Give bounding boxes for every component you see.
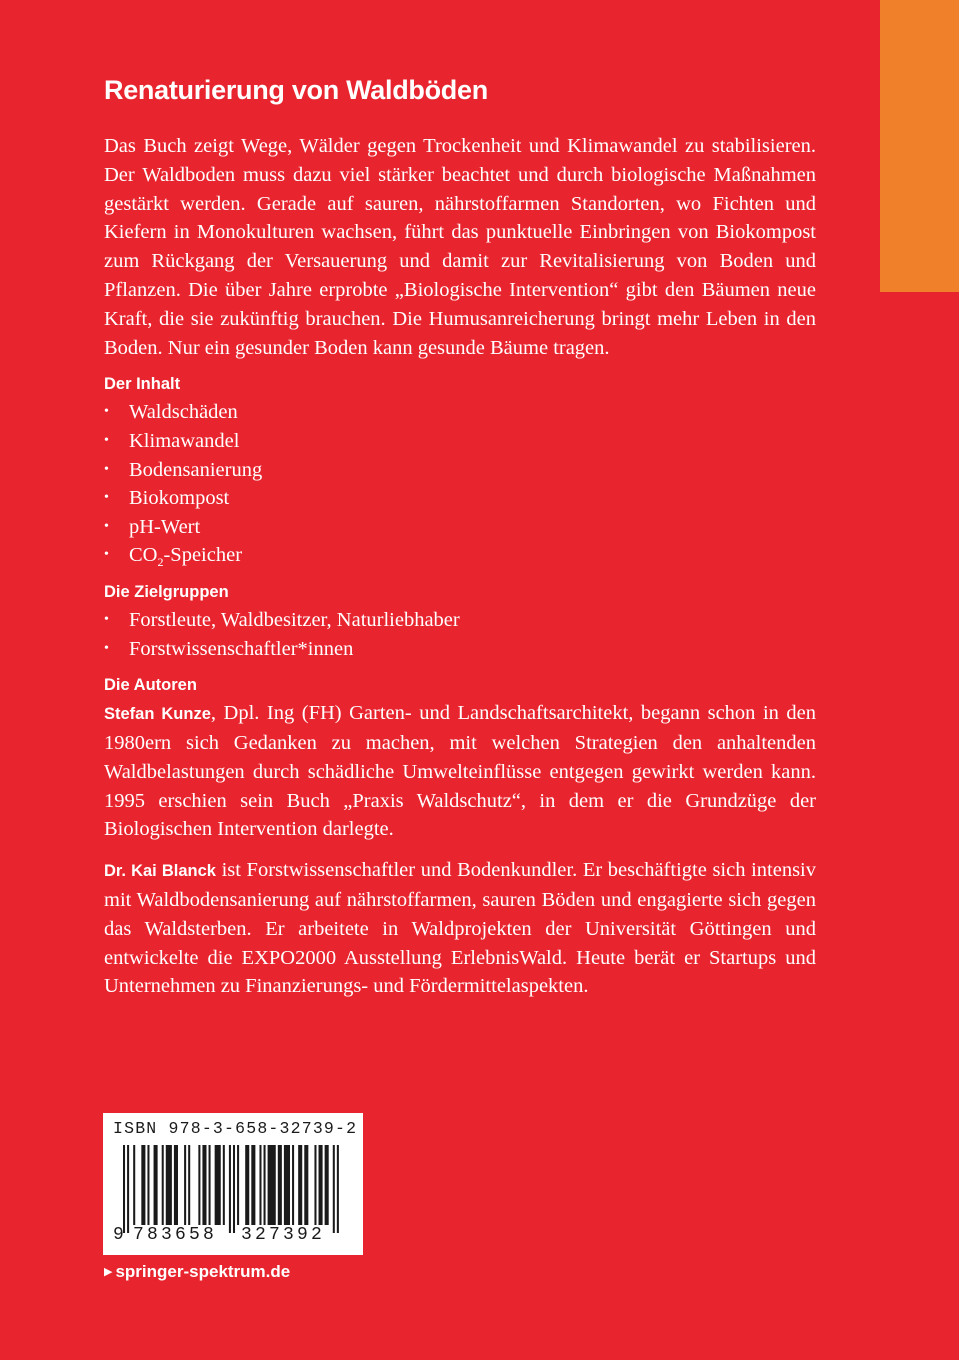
barcode-bar [245, 1145, 249, 1225]
contents-heading: Der Inhalt [104, 375, 181, 394]
bullet-icon: • [104, 404, 109, 420]
barcode-bar [237, 1145, 239, 1225]
barcode-bar [198, 1145, 200, 1225]
publisher-website-link[interactable]: ▶ springer-spektrum.de [104, 1262, 291, 1281]
barcode-bar [278, 1145, 282, 1225]
bullet-icon: • [104, 461, 109, 477]
bullet-icon: • [104, 547, 109, 563]
contents-list [104, 398, 816, 570]
barcode-bar [123, 1145, 125, 1233]
barcode-bar [154, 1145, 158, 1225]
play-arrow-icon: ▶ [104, 1266, 113, 1278]
author-bio-blanck: Dr. Kai Blanck ist Forstwissenschaftler und Bodenkundler. Er beschäftigte sich intensiv mit Waldbodensanierung auf nährstoffarmen, sauren Böden und engagierte sich gegen das Waldsterben. Er arbeitete in Waldprojekten der Universität Göttingen und entwickelte die EXPO2000 Ausstellung ErlebnisWald. Heute berät er Startups und Unternehmen zu Finanzierungs- und Fördermittelaspekten. [104, 859, 816, 998]
barcode-bar [304, 1145, 308, 1225]
bullet-icon: • [104, 490, 109, 506]
isbn-barcode: ISBN 978-3-658-32739-2 9 783658 327392 [103, 1113, 363, 1255]
author-bio-kunze: Stefan Kunze, Dpl. Ing (FH) Garten- und Landschaftsarchitekt, begann schon in den 1980ern sich Gedanken zu machen, mit welchen Strategien den anhaltenden Waldbelastungen durch schädliche Umwelteinflüsse entgegen gewirkt werden kann. 1995 erschien sein Buch „Praxis Waldschutz“, in dem er die Grundzüge der Biologischen Intervention darlegte. [104, 702, 816, 841]
barcode-bar [141, 1145, 145, 1225]
barcode-bar [292, 1145, 294, 1225]
list-item: • Waldschäden [104, 398, 816, 427]
barcode-bar [259, 1145, 261, 1225]
barcode-bar [264, 1145, 266, 1225]
barcode-bar [333, 1145, 335, 1233]
barcode-bar [188, 1145, 190, 1225]
bullet-icon: • [104, 640, 109, 656]
barcode-bar [147, 1145, 149, 1225]
bullet-icon: • [104, 432, 109, 448]
barcode-bar [127, 1145, 129, 1233]
barcode-bar [284, 1145, 290, 1225]
list-item: • pH-Wert [104, 513, 816, 542]
barcode-bar [337, 1145, 339, 1233]
barcode-icon [123, 1145, 345, 1233]
barcode-bar [202, 1145, 206, 1225]
list-item: • Biokompost [104, 484, 816, 513]
barcode-bar [325, 1145, 329, 1225]
author-name: Dr. Kai Blanck [104, 862, 216, 881]
bullet-icon: • [104, 518, 109, 534]
barcode-bar [314, 1145, 316, 1225]
barcode-bar [319, 1145, 323, 1225]
barcode-bar [215, 1145, 221, 1225]
list-item: • Forstwissenschaftler*innen [104, 635, 816, 664]
list-item: • $CO_2$-Speicher [104, 541, 816, 570]
list-item: • Bodensanierung [104, 456, 816, 485]
barcode-bar [229, 1145, 231, 1233]
barcode-bar [174, 1145, 178, 1225]
list-item: • Forstleute, Waldbesitzer, Naturliebhaber [104, 606, 816, 635]
barcode-bar [223, 1145, 225, 1225]
audience-heading: Die Zielgruppen [104, 582, 229, 601]
barcode-bar [209, 1145, 211, 1225]
list-item: • Klimawandel [104, 427, 816, 456]
orange-color-tab [880, 0, 959, 292]
authors-heading: Die Autoren [104, 676, 197, 695]
bullet-icon: • [104, 611, 109, 627]
book-title: Renaturierung von Waldböden [104, 75, 488, 105]
back-cover-text [104, 70, 816, 1001]
barcode-bar [184, 1145, 186, 1225]
isbn-label: ISBN 978-3-658-32739-2 [113, 1119, 358, 1138]
barcode-bar [133, 1145, 135, 1225]
intro-paragraph: Das Buch zeigt Wege, Wälder gegen Trockenheit und Klimawandel zu stabilisieren. Der Waldboden muss dazu viel stärker beachtet und durch biologische Maßnahmen gestärkt werden. Gerade auf sauren, nährstoffarmen Standorten, wo Fichten und Kiefern in Monokulturen wachsen, führt das punktuelle Einbringen von Biokompost zum Rückgang der Versauerung und damit zur Revitalisierung von Boden und Pflanzen. Die über Jahre erprobte „Biologische Intervention“ gibt den Bäumen neue Kraft, die sie zukünftig brauchen. Die Humusanreicherung bringt mehr Leben in den Boden. Nur ein gesunder Boden kann gesunde Bäume tragen. [104, 135, 816, 359]
barcode-bar [166, 1145, 172, 1225]
author-name: Stefan Kunze [104, 705, 211, 724]
barcode-bar [251, 1145, 255, 1225]
barcode-bar [298, 1145, 302, 1225]
barcode-bar [233, 1145, 235, 1233]
audience-list [104, 606, 816, 663]
barcode-bar [162, 1145, 164, 1225]
barcode-bar [268, 1145, 276, 1225]
